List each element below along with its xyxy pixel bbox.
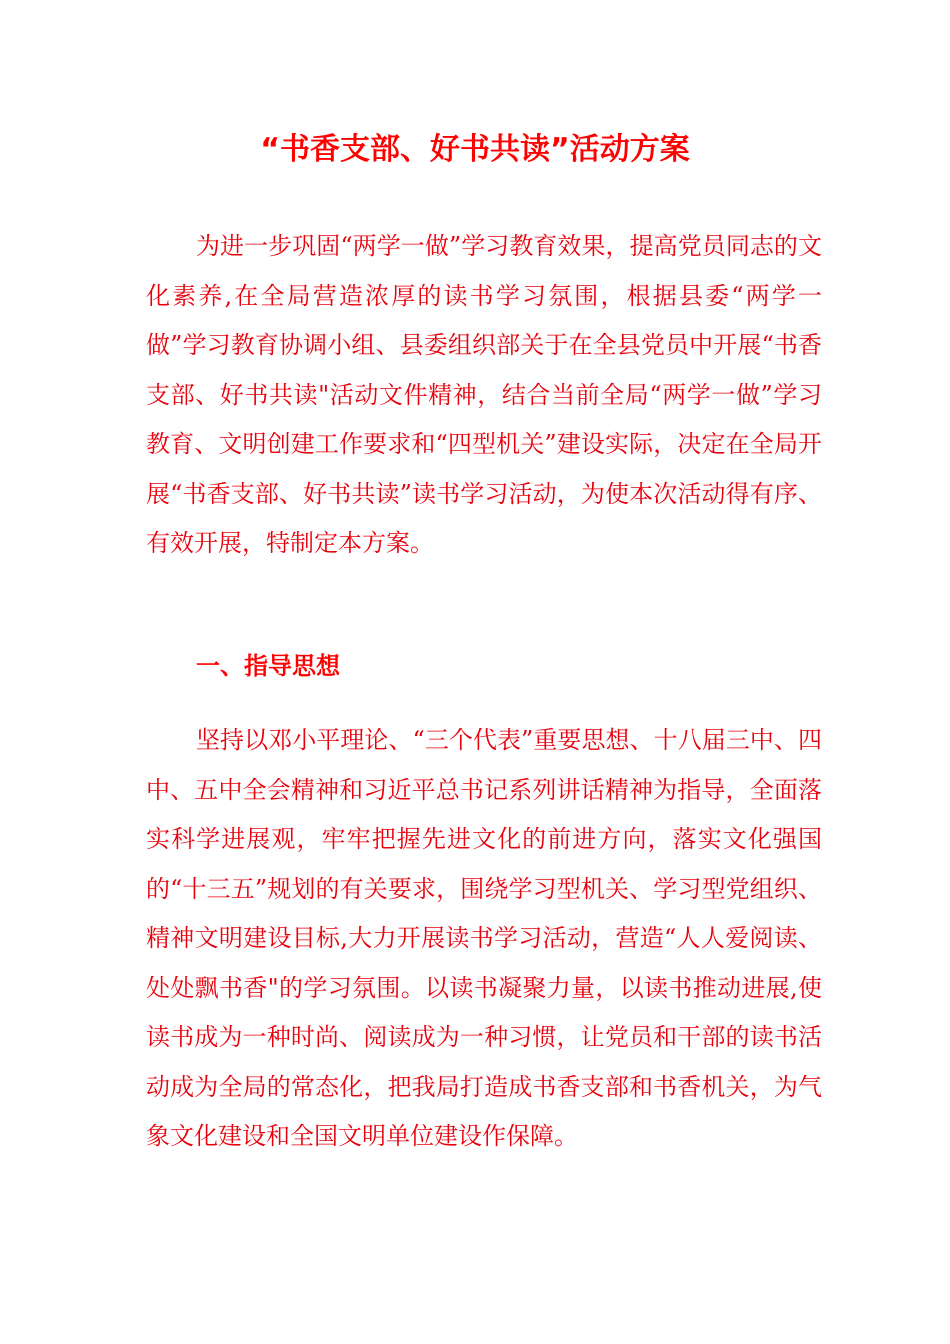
guiding-ideology-paragraph: 坚持以邓小平理论、“三个代表”重要思想、十八届三中、四中、五中全会精神和习近平总书记系列讲话精神为指导，全面落实科学进展观，牢牢把握先进文化的前进方向，落实文化强国的“十三五”规划的有关要求，围绕学习型机关、学习型党组织、精神文明建设目标,大力开展读书学习活动，营造“人人爱阅读、处处飘书香"的学习氛围。以读书凝聚力量，以读书推动进展,使读书成为一种时尚、阅读成为一种习惯，让党员和干部的读书活动成为全局的常态化，把我局打造成书香支部和书香机关，为气象文化建设和全国文明单位建设作保障。: [146, 726, 822, 1150]
intro-paragraph: 为进一步巩固“两学一做”学习教育效果，提高党员同志的文化素养,在全局营造浓厚的读书学习氛围，根据县委“两学一做”学习教育协调小组、县委组织部关于在全县党员中开展“书香支部、好书共读"活动文件精神，结合当前全局“两学一做”学习教育、文明创建工作要求和“四型机关”建设实际，决定在全局开展“书香支部、好书共读”读书学习活动，为使本次活动得有序、有效开展，特制定本方案。: [146, 232, 822, 557]
section-heading-guiding-ideology: 一、指导思想: [196, 652, 340, 680]
document-title: “书香支部、好书共读”活动方案: [260, 132, 690, 167]
